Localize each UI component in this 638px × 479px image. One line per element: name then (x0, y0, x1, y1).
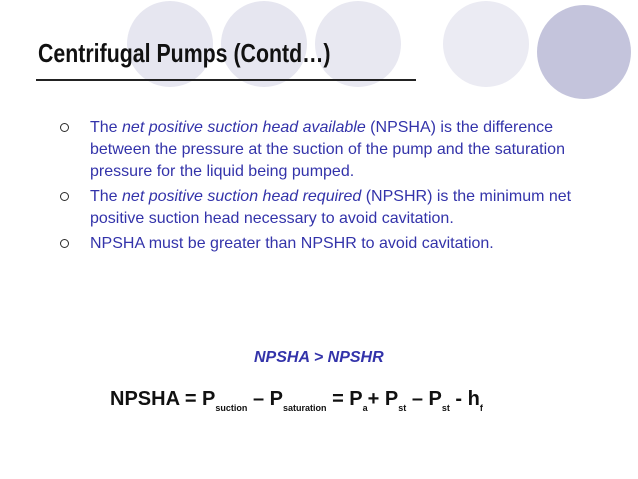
formula-part: – P (406, 388, 442, 410)
circle-decor (443, 1, 529, 87)
bullet-text-pre: The (90, 188, 123, 205)
formula-part: - h (449, 388, 480, 410)
slide-title: Centrifugal Pumps (Contd…) (38, 38, 331, 68)
formula-part: NPSHA = P (110, 388, 216, 410)
formula-subscript: f (479, 403, 483, 413)
formula-subscript: saturation (283, 403, 327, 413)
formula-subscript: st (398, 403, 407, 413)
bullet-item (50, 117, 610, 183)
formula-part: = P (326, 388, 363, 410)
circle-bullet-icon (60, 123, 69, 132)
bullet-item (50, 233, 610, 255)
formula-subscript: a (362, 403, 368, 413)
bullet-text-italic: net positive suction head available (122, 119, 366, 136)
bullet-list (50, 117, 610, 258)
formula-part: – P (247, 388, 283, 410)
circle-bullet-icon (60, 192, 69, 201)
bullet-text-post: (NPSHR) is the minimum net positive suction head necessary to avoid cavitation. (90, 188, 572, 227)
formula-subscript: suction (215, 403, 248, 413)
bullet-item (50, 186, 610, 230)
npsh-condition: NPSHA > NPSHR (254, 349, 384, 366)
npsha-formula (110, 388, 483, 413)
bullet-text-italic: net positive suction head required (122, 188, 362, 205)
bullet-text-post: (NPSHA) is the difference between the pressure at the suction of the pump and the saturation pressure for the liquid being pumped. (90, 119, 565, 180)
formula-part: + P (367, 388, 399, 410)
formula-subscript: st (441, 403, 450, 413)
circle-decor (537, 5, 631, 99)
circle-bullet-icon (60, 239, 69, 248)
bullet-text-pre: The (90, 119, 123, 136)
bullet-text-pre: NPSHA must be greater than NPSHR to avoid cavitation. (90, 235, 494, 252)
title-underline (36, 79, 416, 81)
